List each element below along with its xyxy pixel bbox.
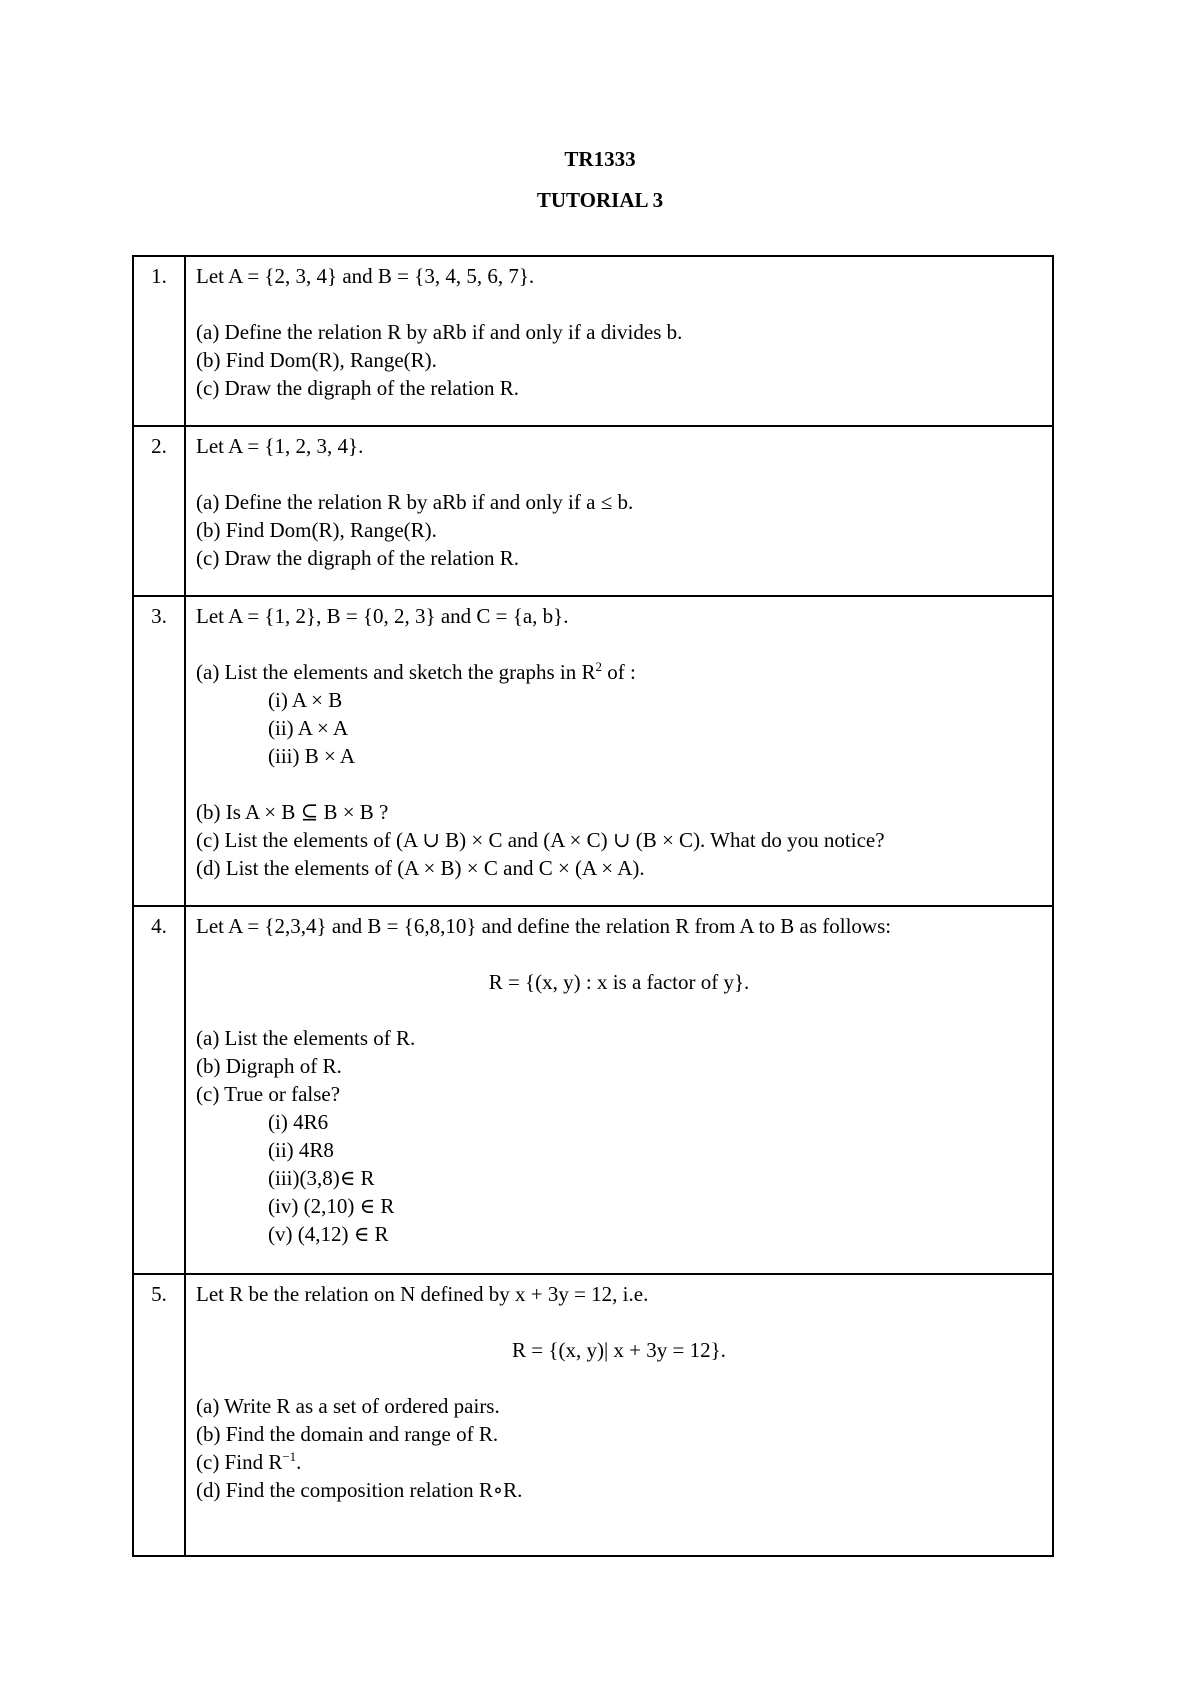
question-subpart: (i) 4R6 — [268, 1110, 329, 1134]
question-part: (a) List the elements and sketch the graphs in $R^2$ of : — [196, 659, 636, 684]
tutorial-title: TUTORIAL 3 — [536, 188, 664, 212]
question-part: (d) List the elements of (A × B) × C and C × (A × A). — [196, 856, 645, 880]
question-body — [185, 256, 1053, 426]
relation-definition: R = {(x, y)| x + 3y = 12}. — [512, 1338, 726, 1362]
question-part: (a) Write R as a set of ordered pairs. — [196, 1394, 500, 1418]
question-intro: Let A = {2, 3, 4} and B = {3, 4, 5, 6, 7}. — [196, 264, 535, 288]
question-body — [185, 1274, 1053, 1556]
question-intro: Let A = {2,3,4} and B = {6,8,10} and define the relation R from A to B as follows: — [196, 914, 892, 938]
question-number: 2. — [133, 426, 185, 596]
question-subpart: (ii) 4R8 — [268, 1138, 334, 1162]
question-subpart: (ii) A × A — [268, 716, 349, 740]
question-subpart: (iv) (2,10) ∈ R — [268, 1194, 395, 1218]
question-part: (a) Define the relation R by aRb if and only if a ≤ b. — [196, 490, 634, 514]
question-row — [133, 906, 1053, 1274]
question-number: 5. — [133, 1274, 185, 1556]
question-subpart: (iii)(3,8)∈ R — [268, 1166, 375, 1190]
question-number: 3. — [133, 596, 185, 906]
question-number: 1. — [133, 256, 185, 426]
question-part: (a) List the elements of R. — [196, 1026, 416, 1050]
question-part: (b) Digraph of R. — [196, 1054, 342, 1078]
question-part: (c) Find $R^{-1}$. — [196, 1449, 302, 1474]
course-code: TR1333 — [564, 147, 636, 171]
question-intro: Let R be the relation on N defined by x + 3y = 12, i.e. — [196, 1282, 649, 1306]
question-part: (b) Find Dom(R), Range(R). — [196, 348, 437, 372]
question-subpart: (i) A × B — [268, 688, 343, 712]
superscript: −1 — [282, 1449, 297, 1464]
question-body — [185, 906, 1053, 1274]
question-part: (c) True or false? — [196, 1082, 341, 1106]
superscript: 2 — [595, 659, 602, 674]
question-part: (a) Define the relation R by aRb if and only if a divides b. — [196, 320, 683, 344]
question-body — [185, 426, 1053, 596]
question-subpart: (v) (4,12) ∈ R — [268, 1222, 389, 1246]
question-row — [133, 1274, 1053, 1556]
relation-definition: R = {(x, y) : x is a factor of y}. — [488, 970, 750, 994]
question-intro: Let A = {1, 2}, B = {0, 2, 3} and C = {a, b}. — [196, 604, 569, 628]
question-part: (c) List the elements of (A ∪ B) × C and (A × C) ∪ (B × C). What do you notice? — [196, 828, 885, 852]
question-row — [133, 596, 1053, 906]
question-body — [185, 596, 1053, 906]
question-row — [133, 426, 1053, 596]
question-subpart: (iii) B × A — [268, 744, 356, 768]
question-row — [133, 256, 1053, 426]
question-number: 4. — [133, 906, 185, 1274]
question-intro: Let A = {1, 2, 3, 4}. — [196, 434, 364, 458]
question-part: (b) Find the domain and range of R. — [196, 1422, 499, 1446]
question-part: (b) Is A × B ⊆ B × B ? — [196, 800, 389, 824]
questions-table — [132, 255, 1054, 1557]
question-part: (d) Find the composition relation R∘R. — [196, 1478, 523, 1502]
question-part: (c) Draw the digraph of the relation R. — [196, 546, 520, 570]
question-part: (b) Find Dom(R), Range(R). — [196, 518, 437, 542]
question-part: (c) Draw the digraph of the relation R. — [196, 376, 520, 400]
